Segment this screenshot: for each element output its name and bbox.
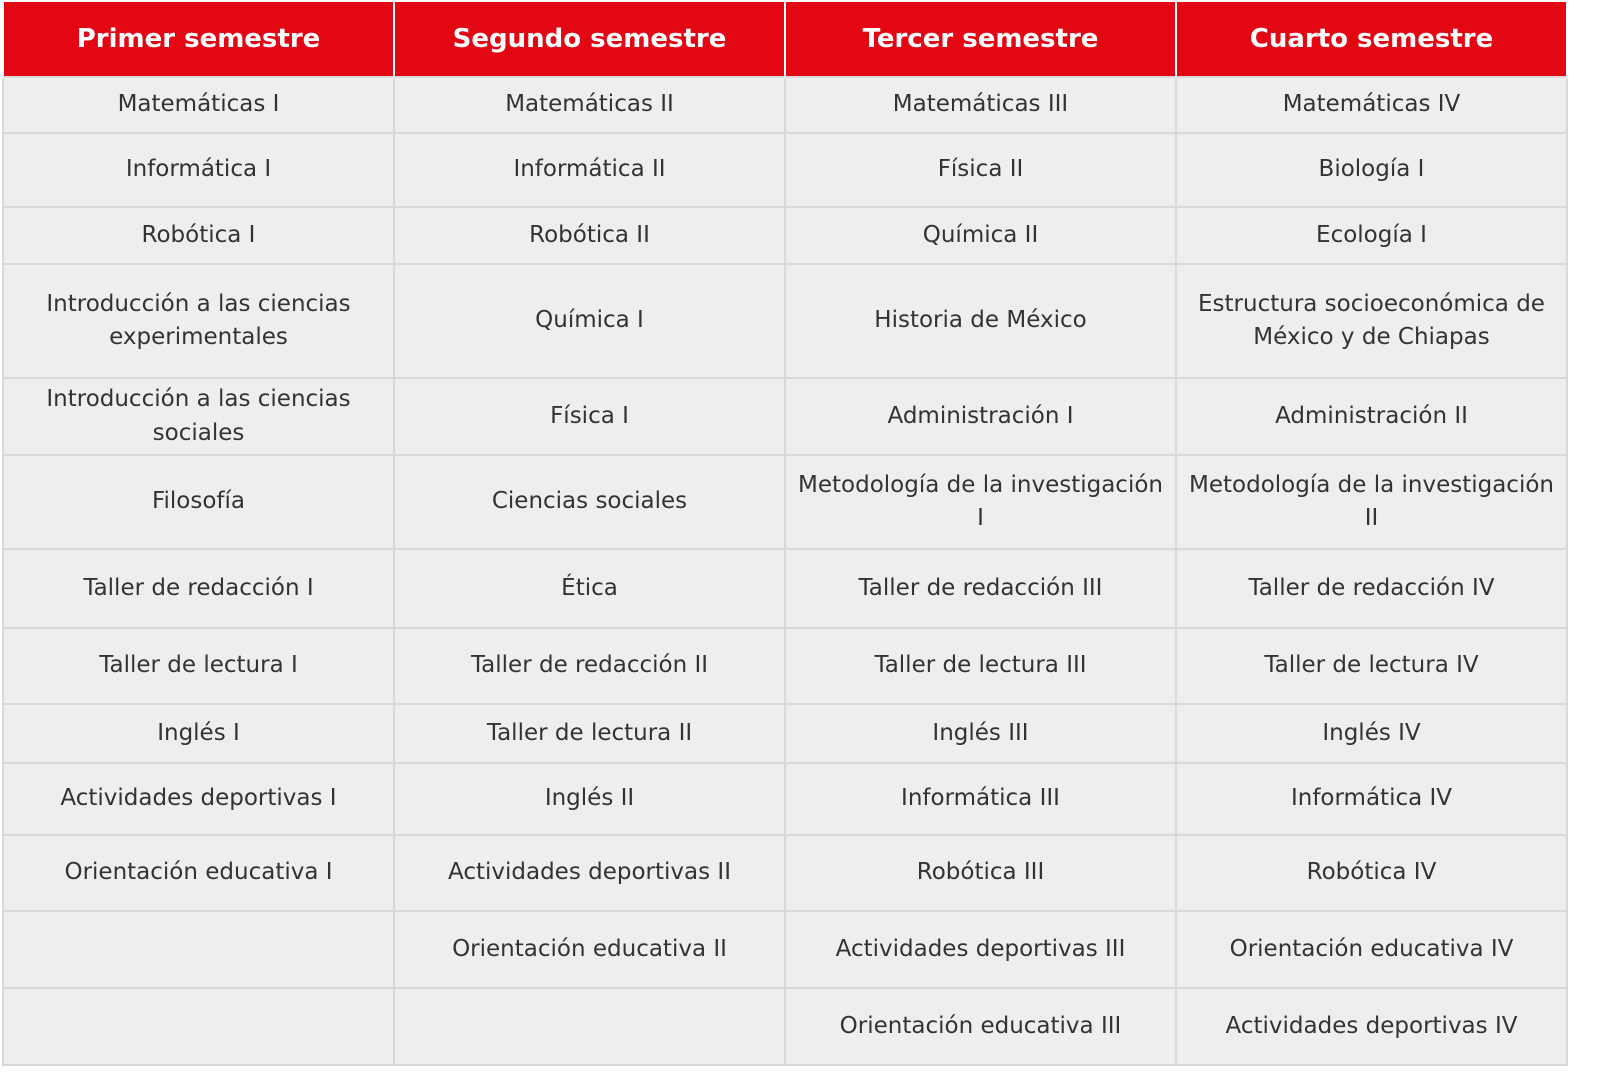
table-cell: [1176, 763, 1567, 835]
table-cell: [1176, 378, 1567, 455]
subject-label: Taller de lectura II: [486, 719, 693, 746]
subject-label: Informática III: [901, 785, 1060, 812]
table-cell: [3, 207, 394, 264]
subject-label: Inglés I: [157, 719, 240, 746]
table-cell: [785, 264, 1176, 378]
subject-label: Química II: [922, 221, 1039, 248]
table-cell: [3, 704, 394, 763]
table-row: [3, 378, 1567, 455]
table-row: [3, 264, 1567, 378]
table-cell: [1176, 835, 1567, 911]
subject-label: Filosofía: [151, 488, 246, 515]
subject-label: Orientación educativa II: [452, 935, 727, 962]
table-cell: [785, 835, 1176, 911]
table-cell: [394, 911, 785, 988]
table-cell: [785, 763, 1176, 835]
table-row: [3, 549, 1567, 628]
table-cell: [1176, 264, 1567, 378]
table-cell: [785, 628, 1176, 704]
subject-label: Física II: [937, 156, 1024, 183]
table-cell: [394, 133, 785, 207]
table-row: [3, 911, 1567, 988]
subject-label: Orientación educativa III: [839, 1012, 1122, 1039]
table-cell: [394, 763, 785, 835]
table-row: [3, 763, 1567, 835]
table-cell: [785, 704, 1176, 763]
subject-label: Informática IV: [1290, 785, 1453, 812]
table-row: [3, 835, 1567, 911]
table-row: [3, 77, 1567, 133]
subject-label: Robótica II: [529, 221, 650, 248]
table-cell: [3, 988, 394, 1065]
table-row: [3, 133, 1567, 207]
subject-label: Robótica IV: [1306, 859, 1437, 886]
table-cell: [785, 133, 1176, 207]
subject-label: Actividades deportivas I: [60, 785, 337, 812]
table-cell: [3, 911, 394, 988]
header-row: [3, 2, 1567, 77]
table-cell: [3, 264, 394, 378]
table-cell: [785, 207, 1176, 264]
table-cell: [1176, 455, 1567, 549]
subject-label: Inglés IV: [1322, 719, 1421, 746]
subject-label: Inglés II: [544, 785, 635, 812]
table-cell: [3, 77, 394, 133]
subject-label: Biología I: [1318, 156, 1425, 183]
subject-label: Ciencias sociales: [491, 488, 688, 515]
table-cell: [394, 549, 785, 628]
table-cell: [394, 628, 785, 704]
subject-label: Ética: [561, 574, 618, 601]
subject-label: Taller de lectura I: [99, 652, 298, 679]
subject-label: Ecología I: [1316, 221, 1427, 248]
subject-label: Física I: [550, 402, 629, 429]
table-cell: [3, 455, 394, 549]
subject-label: Orientación educativa IV: [1229, 935, 1514, 962]
subject-label: Actividades deportivas II: [448, 859, 731, 886]
table-cell: [785, 77, 1176, 133]
subject-label: Matemáticas IV: [1282, 91, 1461, 118]
subject-label: Historia de México: [874, 307, 1087, 334]
table-row: [3, 455, 1567, 549]
table-cell: [1176, 704, 1567, 763]
table-cell: [394, 378, 785, 455]
table-cell: [3, 628, 394, 704]
table-cell: [1176, 77, 1567, 133]
table-cell: [785, 549, 1176, 628]
subject-label: Actividades deportivas III: [835, 935, 1126, 962]
table-cell: [394, 704, 785, 763]
subject-label: Robótica I: [141, 221, 256, 248]
subject-label: Robótica III: [916, 859, 1045, 886]
subject-label: Informática I: [125, 156, 272, 183]
table-cell: [394, 77, 785, 133]
subject-label: Taller de lectura IV: [1264, 652, 1479, 679]
table-cell: [1176, 549, 1567, 628]
curriculum-table: [2, 2, 1568, 1066]
header-tercer-semestre: Tercer semestre: [785, 2, 1176, 77]
subject-label: Inglés III: [932, 719, 1029, 746]
table-cell: [3, 133, 394, 207]
curriculum-table-container: [2, 2, 1566, 1066]
subject-label: Informática II: [513, 156, 666, 183]
table-cell: [785, 988, 1176, 1065]
table-cell: [394, 264, 785, 378]
table-cell: [394, 835, 785, 911]
table-cell: [394, 455, 785, 549]
table-cell: [3, 378, 394, 455]
header-segundo-semestre: Segundo semestre: [394, 2, 785, 77]
table-cell: [785, 455, 1176, 549]
subject-label: Orientación educativa I: [64, 859, 333, 886]
table-cell: [1176, 133, 1567, 207]
table-cell: [1176, 988, 1567, 1065]
table-row: [3, 988, 1567, 1065]
table-cell: [394, 988, 785, 1065]
table-cell: [1176, 207, 1567, 264]
subject-label: Taller de redacción IV: [1248, 574, 1495, 601]
table-cell: [3, 763, 394, 835]
table-row: [3, 704, 1567, 763]
table-cell: [785, 378, 1176, 455]
subject-label: Taller de redacción III: [858, 574, 1103, 601]
table-cell: [3, 549, 394, 628]
table-cell: [394, 207, 785, 264]
table-row: [3, 207, 1567, 264]
table-cell: [785, 911, 1176, 988]
subject-label: Metodología de la investigación I: [798, 471, 1163, 531]
subject-label: Taller de lectura III: [874, 652, 1087, 679]
subject-label: Estructura socioeconómica de México y de Chiapas: [1198, 290, 1545, 350]
header-cuarto-semestre: Cuarto semestre: [1176, 2, 1567, 77]
header-primer-semestre: Primer semestre: [3, 2, 394, 77]
table-cell: [3, 835, 394, 911]
subject-label: Administración I: [887, 402, 1074, 429]
table-row: [3, 628, 1567, 704]
table-cell: [1176, 911, 1567, 988]
subject-label: Matemáticas III: [892, 91, 1069, 118]
subject-label: Actividades deportivas IV: [1225, 1012, 1518, 1039]
subject-label: Química I: [535, 307, 644, 334]
table-cell: [1176, 628, 1567, 704]
subject-label: Taller de redacción I: [83, 574, 314, 601]
subject-label: Administración II: [1275, 402, 1468, 429]
subject-label: Matemáticas II: [505, 91, 674, 118]
subject-label: Metodología de la investigación II: [1189, 471, 1554, 531]
subject-label: Introducción a las ciencias experimentales: [46, 290, 351, 350]
subject-label: Taller de redacción II: [470, 652, 709, 679]
subject-label: Introducción a las ciencias sociales: [46, 386, 351, 446]
subject-label: Matemáticas I: [117, 91, 280, 118]
